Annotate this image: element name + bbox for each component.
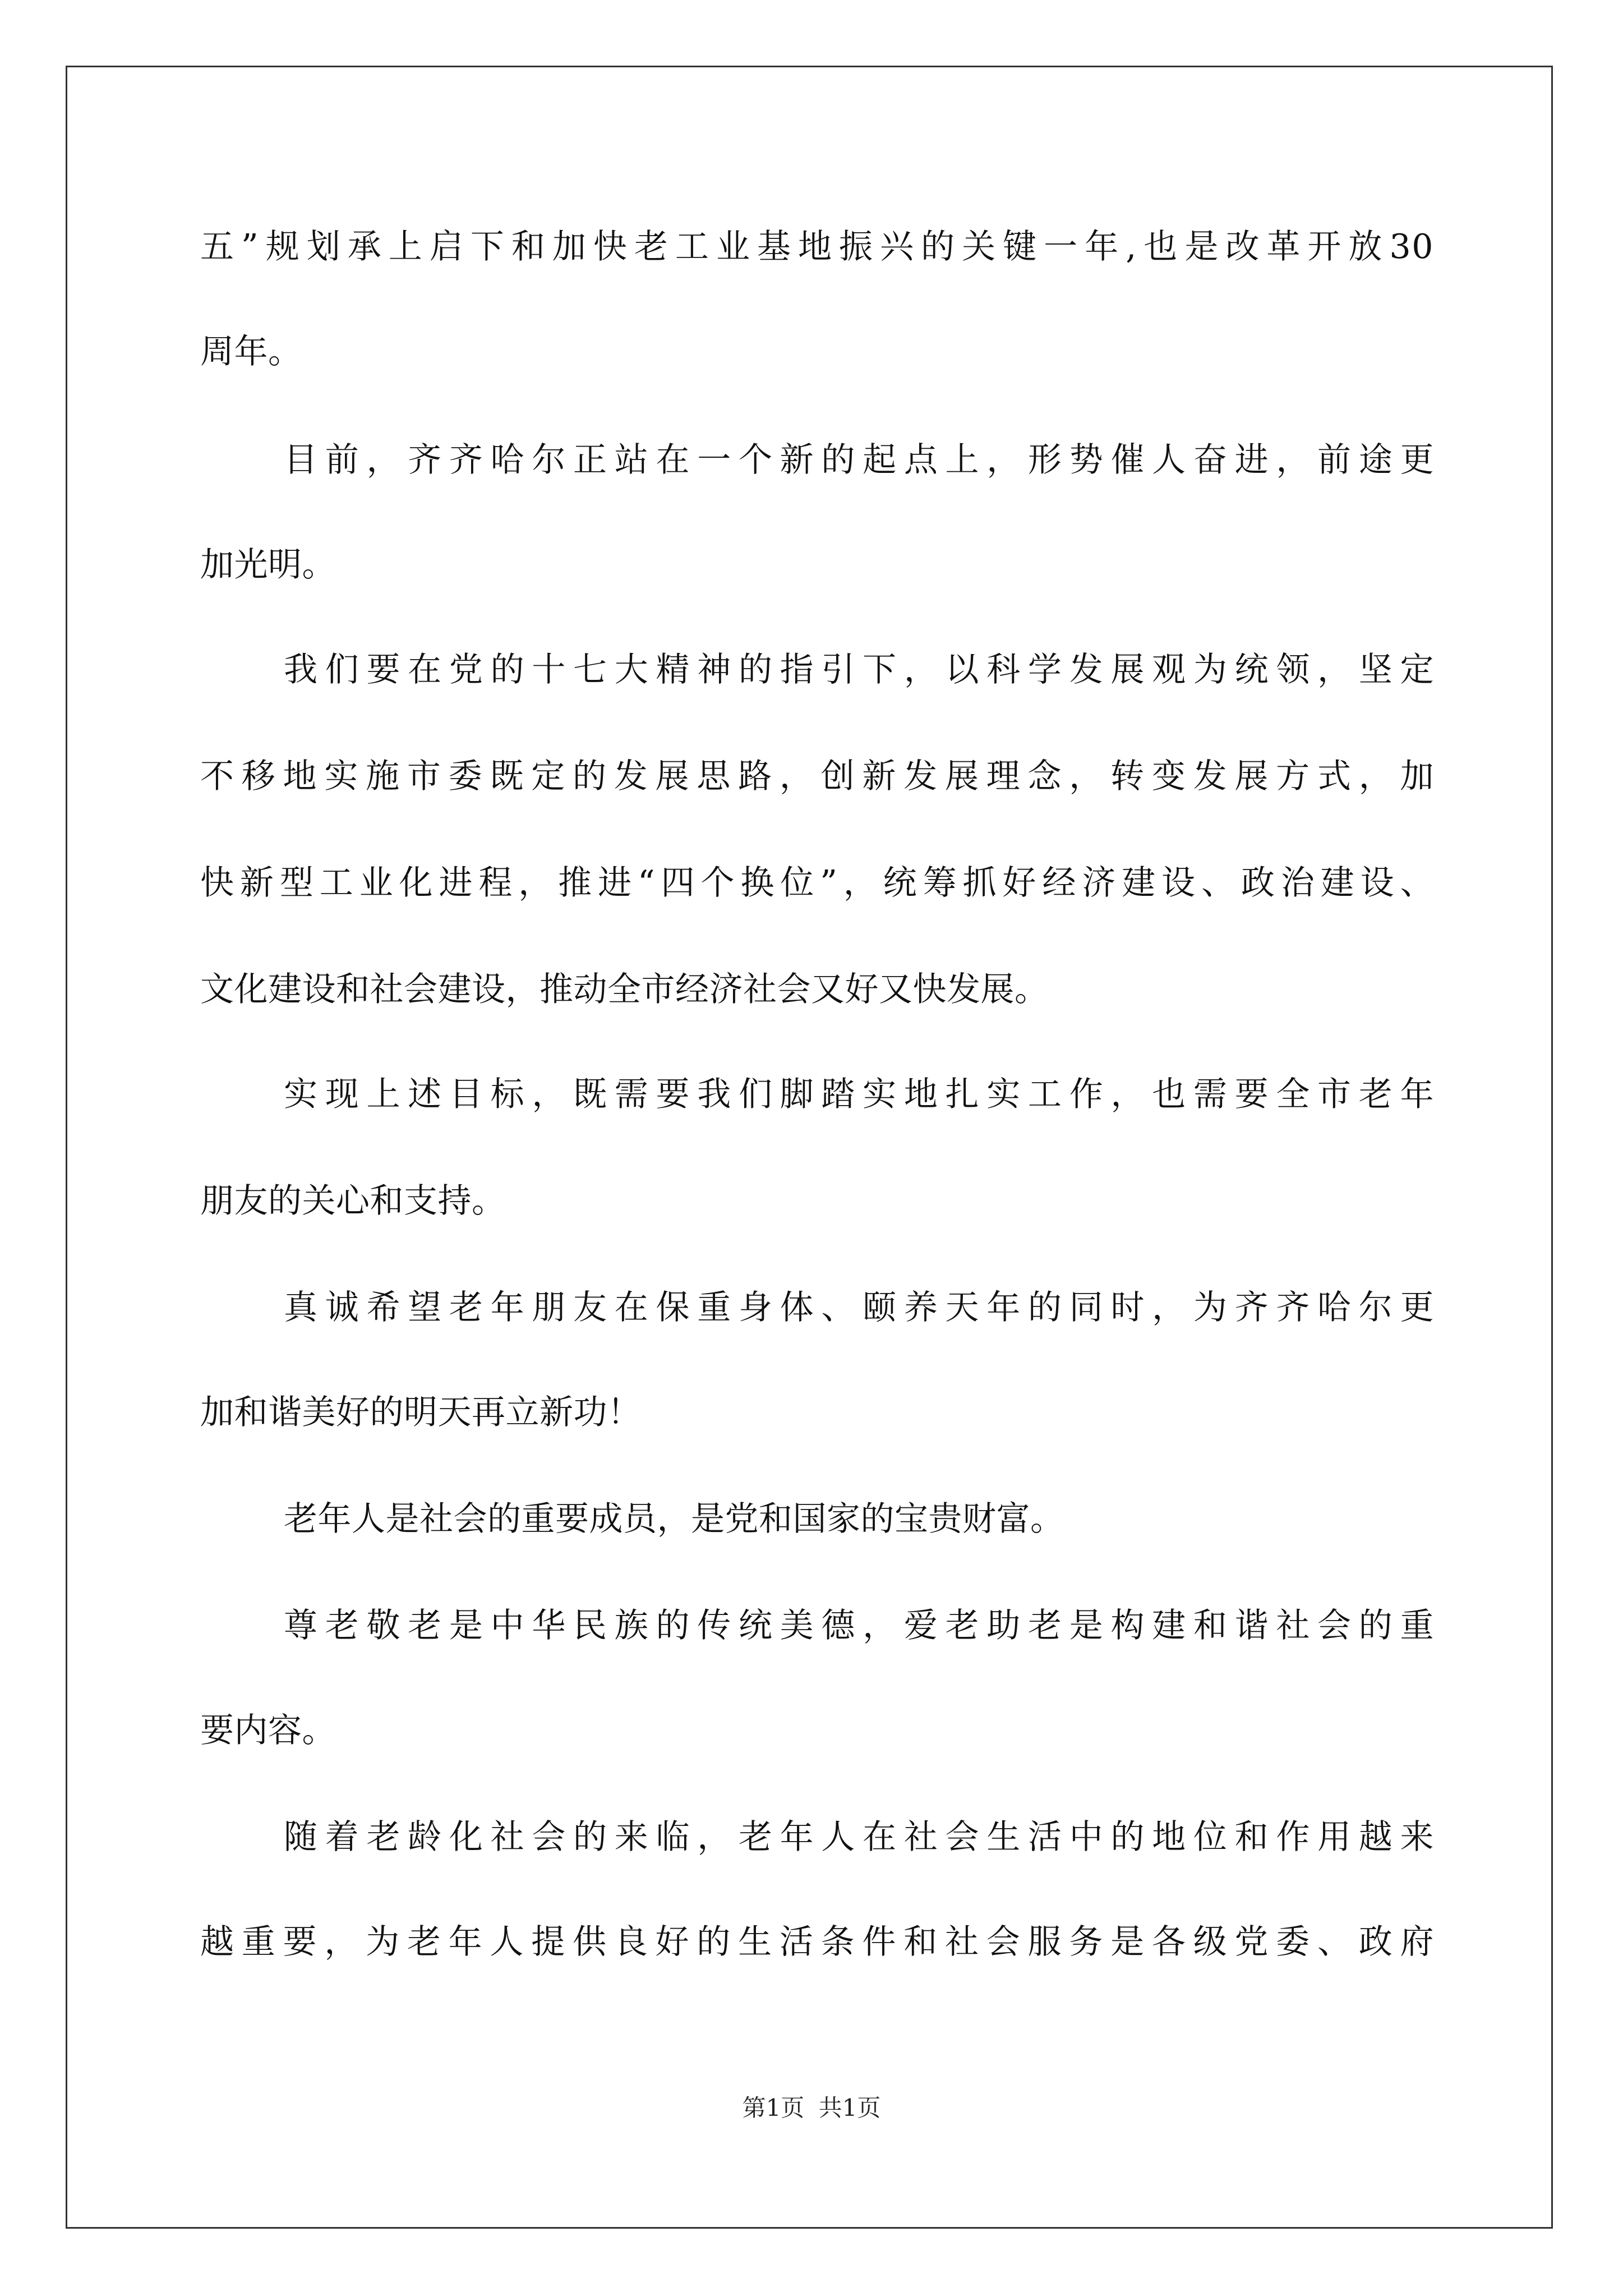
paragraph-start-line: 目前，齐齐哈尔正站在一个新的起点上，形势催人奋进，前途更 — [284, 440, 1434, 480]
text-line: 不移地实施市委既定的发展思路，创新发展理念，转变发展方式，加 — [200, 757, 1434, 796]
paragraph-start-line: 随着老龄化社会的来临，老年人在社会生活中的地位和作用越来 — [284, 1818, 1434, 1857]
text-line: 加和谐美好的明天再立新功！ — [200, 1393, 642, 1432]
text-line: 加光明。 — [200, 545, 336, 585]
page-footer — [0, 2091, 1623, 2125]
paragraph-start-line: 我们要在党的十七大精神的指引下，以科学发展观为统领，坚定 — [284, 650, 1434, 689]
text-line: 越重要，为老年人提供良好的生活条件和社会服务是各级党委、政府 — [200, 1922, 1434, 1962]
page-number: 第1页 — [742, 2094, 805, 2122]
paragraph-start-line: 老年人是社会的重要成员，是党和国家的宝贵财富。 — [284, 1499, 1064, 1539]
text-line: 文化建设和社会建设，推动全市经济社会又好又快发展。 — [200, 970, 1049, 1009]
text-line: 五”规划承上启下和加快老工业基地振兴的关键一年,也是改革开放30 — [200, 227, 1434, 266]
page-total: 共1页 — [818, 2094, 881, 2122]
page-border — [66, 66, 1553, 2229]
text-line: 要内容。 — [200, 1711, 336, 1750]
text-line: 快新型工业化进程，推进“四个换位”，统筹抓好经济建设、政治建设、 — [200, 863, 1434, 903]
text-line: 周年。 — [200, 332, 302, 371]
paragraph-start-line: 尊老敬老是中华民族的传统美德，爱老助老是构建和谐社会的重 — [284, 1606, 1434, 1645]
paragraph-start-line: 真诚希望老年朋友在保重身体、颐养天年的同时，为齐齐哈尔更 — [284, 1288, 1434, 1327]
text-line: 朋友的关心和支持。 — [200, 1181, 506, 1221]
paragraph-start-line: 实现上述目标，既需要我们脚踏实地扎实工作，也需要全市老年 — [284, 1075, 1434, 1114]
